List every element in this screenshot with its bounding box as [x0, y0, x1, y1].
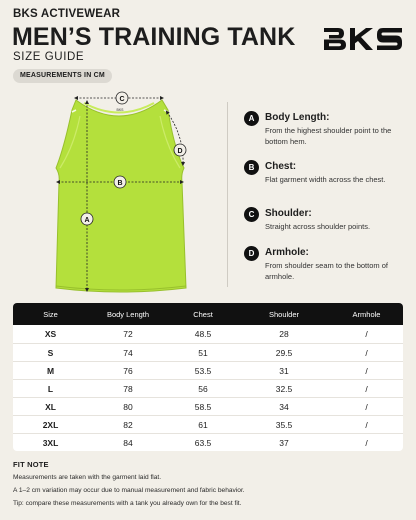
- table-cell: 58.5: [194, 401, 212, 412]
- table-cell: 76: [123, 365, 133, 376]
- column-header: Shoulder: [268, 309, 300, 319]
- table-cell: /: [365, 365, 368, 376]
- table-cell: /: [365, 419, 368, 430]
- table-cell: 82: [123, 419, 133, 430]
- table-cell: 53.5: [194, 365, 212, 376]
- table-cell: 63.5: [194, 437, 212, 448]
- definition-title: Chest:: [265, 161, 297, 172]
- table-cell: 35.5: [275, 419, 293, 430]
- size-cell: L: [47, 383, 54, 394]
- table-cell: 28: [279, 329, 289, 339]
- column-header: Chest: [193, 309, 213, 319]
- page-subtitle: SIZE GUIDE: [13, 51, 85, 63]
- size-cell: 2XL: [42, 419, 59, 430]
- table-row: [13, 433, 403, 451]
- table-cell: 72: [123, 329, 133, 339]
- column-header: Armhole: [352, 309, 381, 319]
- size-chart-table: [13, 303, 403, 451]
- measurement-unit-badge: MEASUREMENTS IN CM: [13, 69, 112, 83]
- tank-top-diagram: [40, 86, 200, 296]
- letter-badge: B: [244, 160, 259, 175]
- table-row: [13, 397, 403, 415]
- fit-note-line: Tip: compare these measurements with a tank you already own for the best fit.: [13, 500, 242, 507]
- definition-title: Body Length:: [265, 112, 330, 123]
- definition-text: Straight across shoulder points.: [265, 222, 371, 231]
- table-cell: 48.5: [194, 329, 212, 339]
- bks-logo: [322, 26, 404, 52]
- table-row: [13, 325, 403, 343]
- definition-text: From the highest shoulder point to the bottom hem.: [265, 126, 392, 146]
- table-cell: /: [365, 437, 368, 448]
- table-cell: 84: [123, 437, 133, 448]
- table-cell: /: [365, 347, 368, 358]
- table-header: [13, 303, 403, 325]
- letter-badge: D: [244, 246, 259, 261]
- column-header: Body Length: [106, 309, 150, 319]
- table-cell: 74: [123, 347, 133, 358]
- marker-d: D: [177, 148, 183, 155]
- table-cell: 29.5: [275, 347, 293, 358]
- divider: [227, 102, 228, 287]
- neck-label: BKS: [116, 108, 124, 112]
- table-cell: 32.5: [275, 383, 293, 394]
- page-title: MEN’S TRAINING TANK: [12, 23, 296, 51]
- definition-title: Shoulder:: [265, 208, 312, 219]
- marker-b: B: [117, 180, 123, 187]
- size-cell: 3XL: [42, 437, 59, 448]
- fit-note: [13, 460, 403, 508]
- table-cell: 31: [279, 365, 289, 376]
- table-cell: 37: [279, 437, 289, 448]
- size-cell: S: [47, 347, 54, 358]
- brand-name: BKS ACTIVEWEAR: [13, 8, 121, 20]
- column-header: Size: [43, 309, 58, 319]
- definition-title: Armhole:: [265, 247, 309, 258]
- fit-note-line: A 1–2 cm variation may occur due to manual measurement and fabric behavior.: [13, 487, 245, 494]
- table-cell: 34: [279, 401, 289, 412]
- table-row: [13, 415, 403, 433]
- table-cell: /: [365, 401, 368, 412]
- definition-text: From shoulder seam to the bottom of armhole.: [265, 261, 388, 281]
- table-row: [13, 361, 403, 379]
- marker-c: C: [119, 96, 125, 103]
- definition-text: Flat garment width across the chest.: [265, 175, 386, 184]
- size-cell: XL: [45, 401, 56, 412]
- size-cell: XS: [44, 329, 57, 339]
- fit-note-line: Measurements are taken with the garment laid flat.: [13, 474, 162, 481]
- letter-badge: A: [244, 111, 259, 126]
- table-cell: /: [365, 383, 368, 394]
- marker-a: A: [84, 217, 90, 224]
- fit-note-title: FIT NOTE: [13, 460, 49, 469]
- letter-badge: C: [244, 207, 259, 222]
- tank-body: [56, 100, 186, 292]
- table-row: [13, 379, 403, 397]
- table-cell: 51: [198, 347, 208, 358]
- table-cell: 78: [123, 383, 133, 394]
- table-cell: 61: [198, 419, 208, 430]
- table-cell: /: [365, 329, 368, 339]
- size-cell: M: [46, 365, 55, 376]
- table-cell: 80: [123, 401, 133, 412]
- table-row: [13, 343, 403, 361]
- table-cell: 56: [198, 383, 208, 394]
